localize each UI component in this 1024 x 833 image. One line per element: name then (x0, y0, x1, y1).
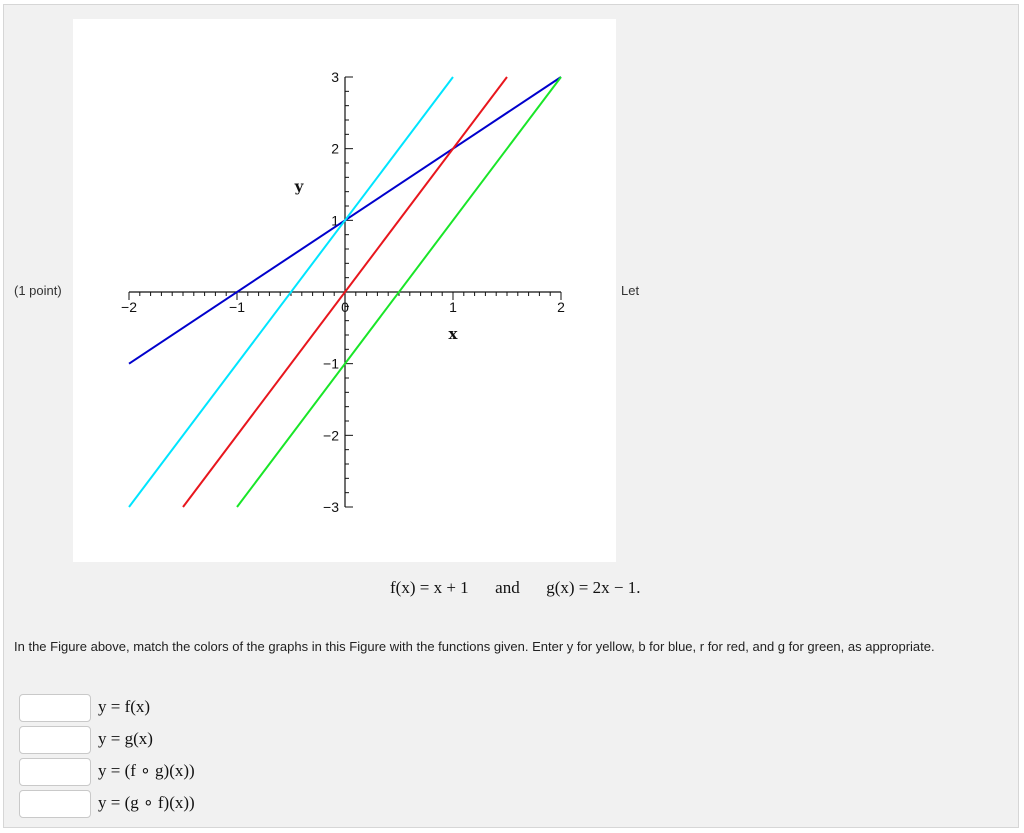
answer-input-fog[interactable] (19, 758, 91, 786)
function-definitions (390, 578, 640, 598)
g-definition: g(x) = 2x − 1. (546, 578, 641, 597)
answer-label-gof: y = (g ∘ f)(x)) (98, 793, 195, 812)
instructions-text: In the Figure above, match the colors of the graphs in this Figure with the functions given. Enter y for yellow, b for blue, r for red, and g for green, as appropriate. (14, 639, 935, 654)
y-tick-label: −3 (323, 499, 339, 515)
x-tick-label: 1 (449, 299, 457, 315)
let-label: Let (621, 283, 640, 298)
y-axis-title: y (294, 177, 304, 196)
answer-label-f: y = f(x) (98, 697, 151, 716)
graph-svg (73, 19, 616, 562)
x-tick-label: 2 (557, 299, 565, 315)
y-tick-label: −1 (323, 355, 339, 372)
point-label: (1 point) (14, 283, 62, 298)
y-tick-label: −2 (323, 427, 339, 444)
x-axis-title: x (448, 325, 458, 343)
problem-panel (3, 4, 1019, 828)
x-tick-label: −1 (229, 299, 245, 315)
y-tick-label: 2 (331, 140, 339, 157)
graph-figure (73, 19, 616, 562)
answer-label-fog: y = (f ∘ g)(x)) (98, 761, 195, 780)
answer-input-f[interactable] (19, 694, 91, 722)
y-tick-label: 3 (331, 69, 339, 85)
and-connector: and (495, 578, 520, 597)
f-definition: f(x) = x + 1 (390, 578, 469, 597)
x-tick-label: −2 (121, 299, 137, 315)
answer-input-g[interactable] (19, 726, 91, 754)
answer-input-gof[interactable] (19, 790, 91, 818)
answer-label-g: y = g(x) (98, 729, 153, 748)
y-tick-label: 1 (331, 212, 339, 229)
x-tick-label: 0 (341, 299, 349, 315)
